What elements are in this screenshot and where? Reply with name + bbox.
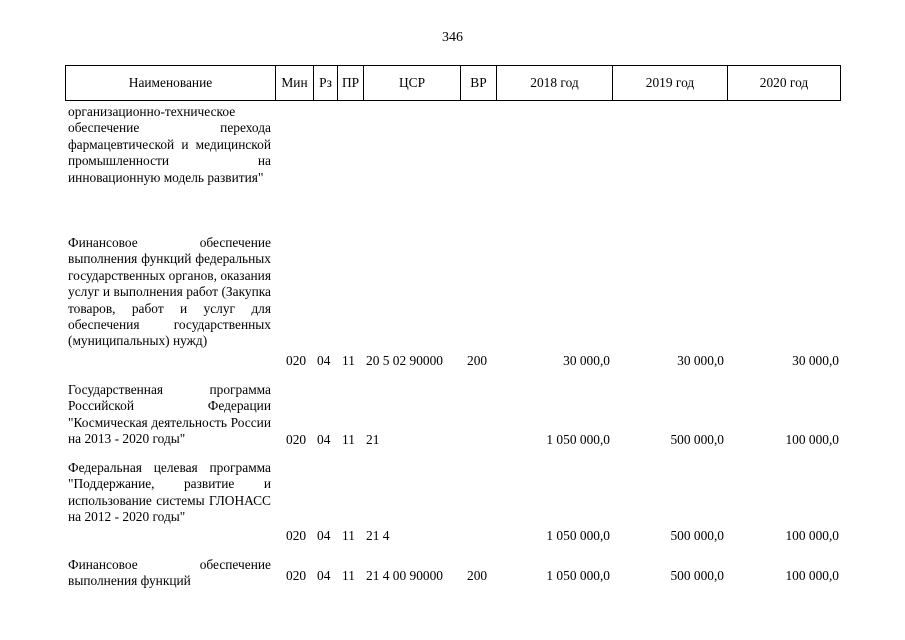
cell-rz: 04 — [317, 568, 331, 583]
cell-2019: 500 000,0 — [670, 528, 724, 543]
cell-csr: 21 4 00 90000 — [366, 568, 443, 583]
cell-2018: 30 000,0 — [563, 353, 610, 368]
cell-min: 020 — [286, 568, 307, 583]
header-vr: ВР — [460, 66, 496, 100]
cell-2019: 500 000,0 — [670, 432, 724, 447]
page-number: 346 — [442, 30, 463, 45]
cell-pr: 11 — [342, 528, 355, 543]
cell-2020: 100 000,0 — [785, 528, 839, 543]
cell-2020: 30 000,0 — [792, 353, 839, 368]
table-header — [65, 65, 841, 101]
row-name: организационно-техническое обеспечение перехода фармацевтической и медицинской промышленности на инновационную модель развития" — [68, 104, 271, 185]
cell-csr: 21 4 — [366, 528, 390, 543]
cell-min: 020 — [286, 432, 307, 447]
row-name: Финансовое обеспечение выполнения функций — [68, 557, 271, 589]
header-2018: 2018 год — [496, 66, 612, 100]
cell-2020: 100 000,0 — [785, 432, 839, 447]
row-name: Государственная программа Российской Федерации "Космическая деятельность России на 2013 - 2020 годы" — [68, 382, 271, 447]
cell-2018: 1 050 000,0 — [546, 568, 610, 583]
cell-rz: 04 — [317, 353, 331, 368]
cell-min: 020 — [286, 528, 307, 543]
header-rz: Рз — [313, 66, 337, 100]
header-pr: ПР — [337, 66, 363, 100]
row-name: Федеральная целевая программа "Поддержание, развитие и использование системы ГЛОНАСС на 2012 - 2020 годы" — [68, 460, 271, 525]
cell-rz: 04 — [317, 528, 331, 543]
cell-2018: 1 050 000,0 — [546, 432, 610, 447]
cell-csr: 21 — [366, 432, 380, 447]
cell-2018: 1 050 000,0 — [546, 528, 610, 543]
cell-pr: 11 — [342, 432, 355, 447]
cell-csr: 20 5 02 90000 — [366, 353, 443, 368]
header-min: Мин — [275, 66, 313, 100]
cell-pr: 11 — [342, 353, 355, 368]
cell-2019: 500 000,0 — [670, 568, 724, 583]
header-2019: 2019 год — [612, 66, 727, 100]
cell-vr: 200 — [467, 353, 488, 368]
header-2020: 2020 год — [727, 66, 840, 100]
cell-2020: 100 000,0 — [785, 568, 839, 583]
cell-vr: 200 — [467, 568, 488, 583]
cell-min: 020 — [286, 353, 307, 368]
header-csr: ЦСР — [363, 66, 460, 100]
header-name: Наименование — [128, 74, 213, 90]
row-name: Финансовое обеспечение выполнения функций федеральных государственных органов, оказания услуг и выполнения работ (Закупка товаров, работ и услуг для обеспечения государственных (муниципальных) нужд) — [68, 235, 271, 349]
cell-2019: 30 000,0 — [677, 353, 724, 368]
cell-rz: 04 — [317, 432, 331, 447]
cell-pr: 11 — [342, 568, 355, 583]
